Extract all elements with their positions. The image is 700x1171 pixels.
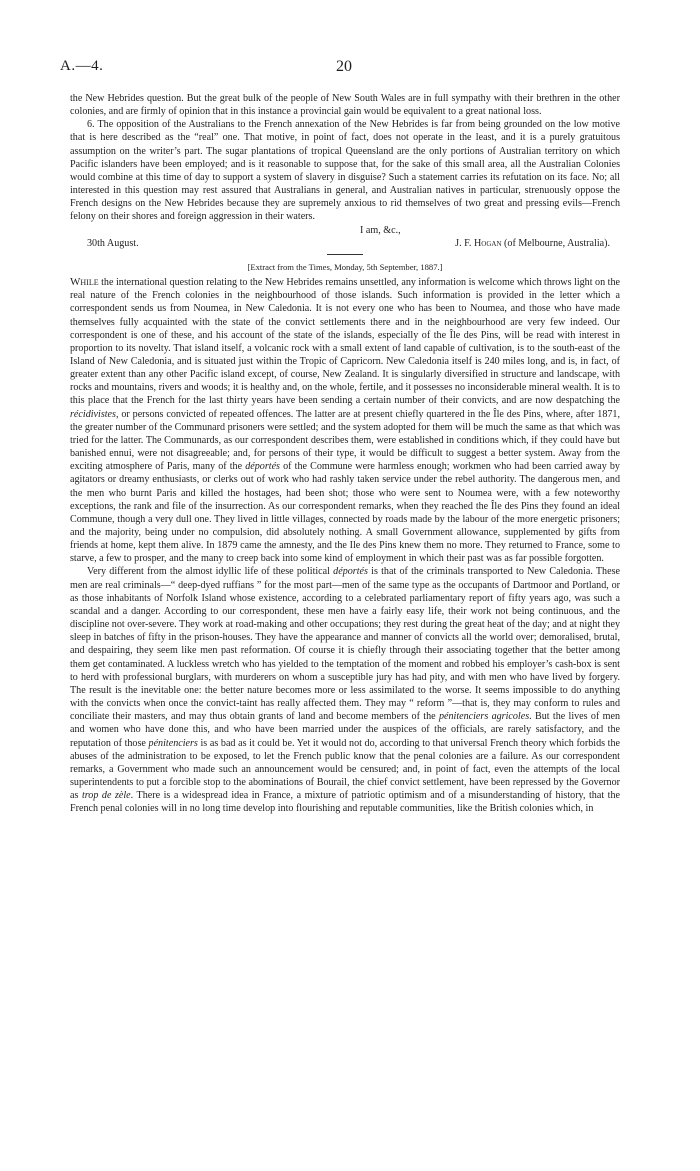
signature-initials: J. F. <box>455 237 472 249</box>
letter-paragraph-6: 6. The opposition of the Australians to the French annexation of the New Hebrides is far from being grounded on the low motive that is here described as the “real” one. That motive, in point of fact, does not operate in the least, and it is a purely gratuitous assumption on the writer’s part. The sugar plantations of tropical Queensland are the only portions of Australian territory on which Pacific islanders have been employed; and is it reasonable to suppose that, for the sake of this small area, all the Australian Colonies would combine at this time of day to support a system of slavery in disguise? Such a statement carries its refutation on its face. No; all interested in this question may rest assured that Australians in general, and Australian natives in particular, strenuously oppose the French designs on the New Hebrides because they are supremely anxious to rid themselves of two great and pressing evils—French felony on their shores and foreign aggression in their waters. <box>70 119 620 223</box>
document-reference: A.—4. <box>60 58 104 74</box>
article-paragraph-1: While the international question relating to the New Hebrides remains unsettled, any information is welcome which throws light on the real nature of the French colonies in the neighbourhood of those islands. Such information is provided in the letter which a correspondent sends us from Noumea, in New Caledonia. It is not every one who has been to Noumea, and those who have made themselves fully acquainted with the state of the convict settlements there and in the neighbourhood are very few indeed. Our correspondent is one of these, and his account of the state of the islands, especially of the Île des Pins, will be read with interest in proportion to its novelty. That island itself, a volcanic rock with a small extent of land capable of cultivation, is to the south-east of the Island of New Caledonia, and is situated just within the Tropic of Capricorn. New Caledonia itself is 240 miles long, and is, in fact, of greater extent than any other Pacific island except, of course, New Zealand. It is singularly diversified in structure and landscape, with rocks and mountains, rivers and woods; it is healthy and, on the whole, fertile, and it possesses no inconsiderable mineral wealth. It is to this place that the French for the last thirty years have been sending a certain number of their convicts, and are now despatching the récidivistes, or persons convicted of repeated offences. The latter are at present chiefly quartered in the Île des Pins, where, after 1871, the greater number of the Communard prisoners were settled; and the system adopted for them will be much the same as that which was tried for the latter. The Communards, as our correspondent describes them, were established in conditions which, if they could have but banished ennui, were not disagreeable; and, for persons of their type, it would be difficult to suggest a better system. Away from the exciting atmosphere of Paris, many of the déportés of the Commune were harmless enough; workmen who had been carried away by agitators or dreamy enthusiasts, or clerks out of work who had rashly taken service under the rebel authority. The dangerous men, and the men who burnt Paris and killed the hostages, had been shot; those who were sent to Noumea were, with a few noteworthy exceptions, the rank and file of the insurrection. As our correspondent remarks, when they reached the Île des Pins they found an ideal Commune, though a very dull one. They lived in little villages, connected by roads made by the labour of the more energetic prisoners; and the majority, being under no compulsion, did absolutely nothing. A small Government allowance, supplemented by gifts from friends at home, kept them alive. In 1879 came the amnesty, and the Ile des Pins knew them no more. They returned to France, some to starve, a few to prosper, and the many to creep back into some kind of employment in which their past was as far possible forgotten. <box>70 276 620 565</box>
page-number: 20 <box>336 58 352 75</box>
signature-surname: Hogan <box>473 237 502 249</box>
letter-continuation-paragraph: the New Hebrides question. But the great bulk of the people of New South Wales are in full sympathy with their brethren in the other colonies, and are firmly of opinion that in this instance a provincial gain would be equivalent to a great national loss. <box>70 93 620 118</box>
page-header <box>60 58 640 80</box>
signature-place: (of Melbourne, Australia). <box>504 237 610 249</box>
letter-signature-line <box>70 237 620 250</box>
letter-signature <box>455 237 620 250</box>
article-paragraph-2: Very different from the almost idyllic life of these political déportés is that of the criminals transported to New Caledonia. These men are real criminals—“ deep-dyed ruffians ” for the most part—men of the same type as the occupants of Dartmoor and Portland, or as those inhabitants of Norfolk Island whose existence, according to a celebrated parliamentary report of fifty years ago, was such a scandal and a danger. According to our correspondent, these men have a fairly easy life, their work not being continuous, and the discipline not over-severe. They work at road-making and other occupations; they rest during the great heat of the day; and at night they sleep in batches of fifty in the prison-houses. They have the appearance and manner of convicts all the world over; demoralised, brutal, and despairing, they seem like men past reformation. Of course it is chiefly through their associating together that the better among them get contaminated. A luckless wretch who has yielded to the temptation of the moment and robbed his employer’s cash-box is sent to herd with professional burglars, with murderers on whom a susceptible jury has had pity, and with men who have lived by forgery. The result is the inevitable one: the better nature becomes more or less assimilated to the worse. It seems impossible to do anything with the convicts when once the convict-taint has really affected them. They may “ reform ”—that is, they may conform to rules and conciliate their masters, and may thus obtain grants of land and become members of the pénitenciers agricoles. But the lives of men and women who have done this, and who have been married under the auspices of the officials, are rarely satisfactory, and the reputation of those pénitenciers is as bad as it could be. Yet it would not do, according to that universal French theory which forbids the abuses of the administration to be exposed, to let the French public know that the penal colonies are a failure. As our correspondent remarks, a Government who made such an announcement would be censured; and, in point of fact, even the attempts of the local superintendents to put a forcible stop to the abominations of Bourail, the chief convict settlement, have been repressed by the Governor as trop de zèle. There is a widespread idea in France, a mixture of patriotic optimism and of a misunderstanding of history, that the French penal colonies will in no long time develop into flourishing and reputable communities, like the British colonies which, in <box>70 566 621 815</box>
page-body <box>70 92 620 815</box>
article-lead-word: While <box>70 276 99 289</box>
letter-closing: I am, &c., <box>360 224 401 236</box>
letter-date: 30th August. <box>87 237 139 249</box>
extract-heading: [Extract from the Times, Monday, 5th September, 1887.] <box>247 261 443 272</box>
section-divider <box>327 254 363 255</box>
